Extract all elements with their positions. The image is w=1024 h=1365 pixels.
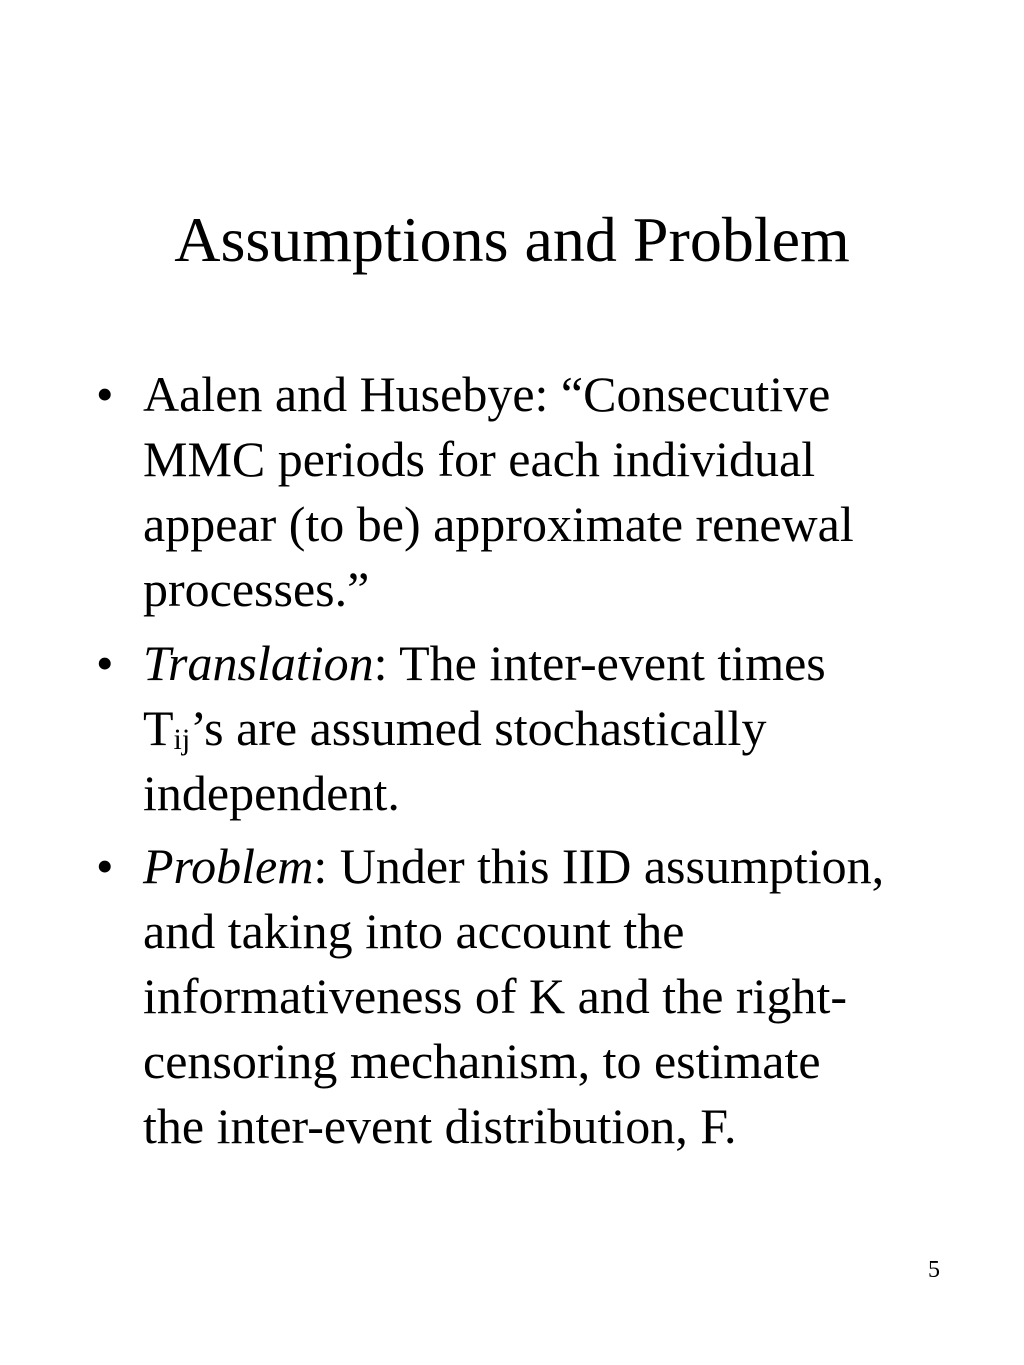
bullet-text-line: independent. — [143, 765, 400, 821]
emphasis-term: Translation — [143, 635, 374, 691]
bullet-text: : The inter-event times — [373, 635, 826, 691]
bullet-marker: • — [96, 635, 114, 691]
bullet-marker: • — [96, 366, 114, 422]
emphasis-term: Problem — [143, 838, 314, 894]
bullet-text-line — [143, 834, 884, 899]
bullet-text: : Under this IID assumption, — [313, 838, 885, 894]
bullet-text-line: informativeness of K and the right- — [143, 968, 847, 1024]
bullet-text: ’s are assumed stochastically — [190, 700, 767, 756]
bullet-text-line — [143, 696, 766, 761]
bullet-text-line: the inter-event distribution, F. — [143, 1098, 737, 1154]
bullet-text-line: processes.” — [143, 561, 370, 617]
bullet-text-line: MMC periods for each individual — [143, 431, 816, 487]
variable-subscript: ij — [173, 723, 191, 756]
bullet-text-line: censoring mechanism, to estimate — [143, 1033, 821, 1089]
bullet-text-line: Aalen and Husebye: “Consecutive — [143, 366, 831, 422]
bullet-text-line: and taking into account the — [143, 903, 685, 959]
bullet-text-line — [143, 631, 826, 696]
bullet-text-line: appear (to be) approximate renewal — [143, 496, 854, 552]
bullet-marker: • — [96, 838, 114, 894]
slide-title: Assumptions and Problem — [174, 204, 850, 275]
page-number: 5 — [928, 1257, 940, 1283]
variable-symbol: T — [143, 700, 174, 756]
